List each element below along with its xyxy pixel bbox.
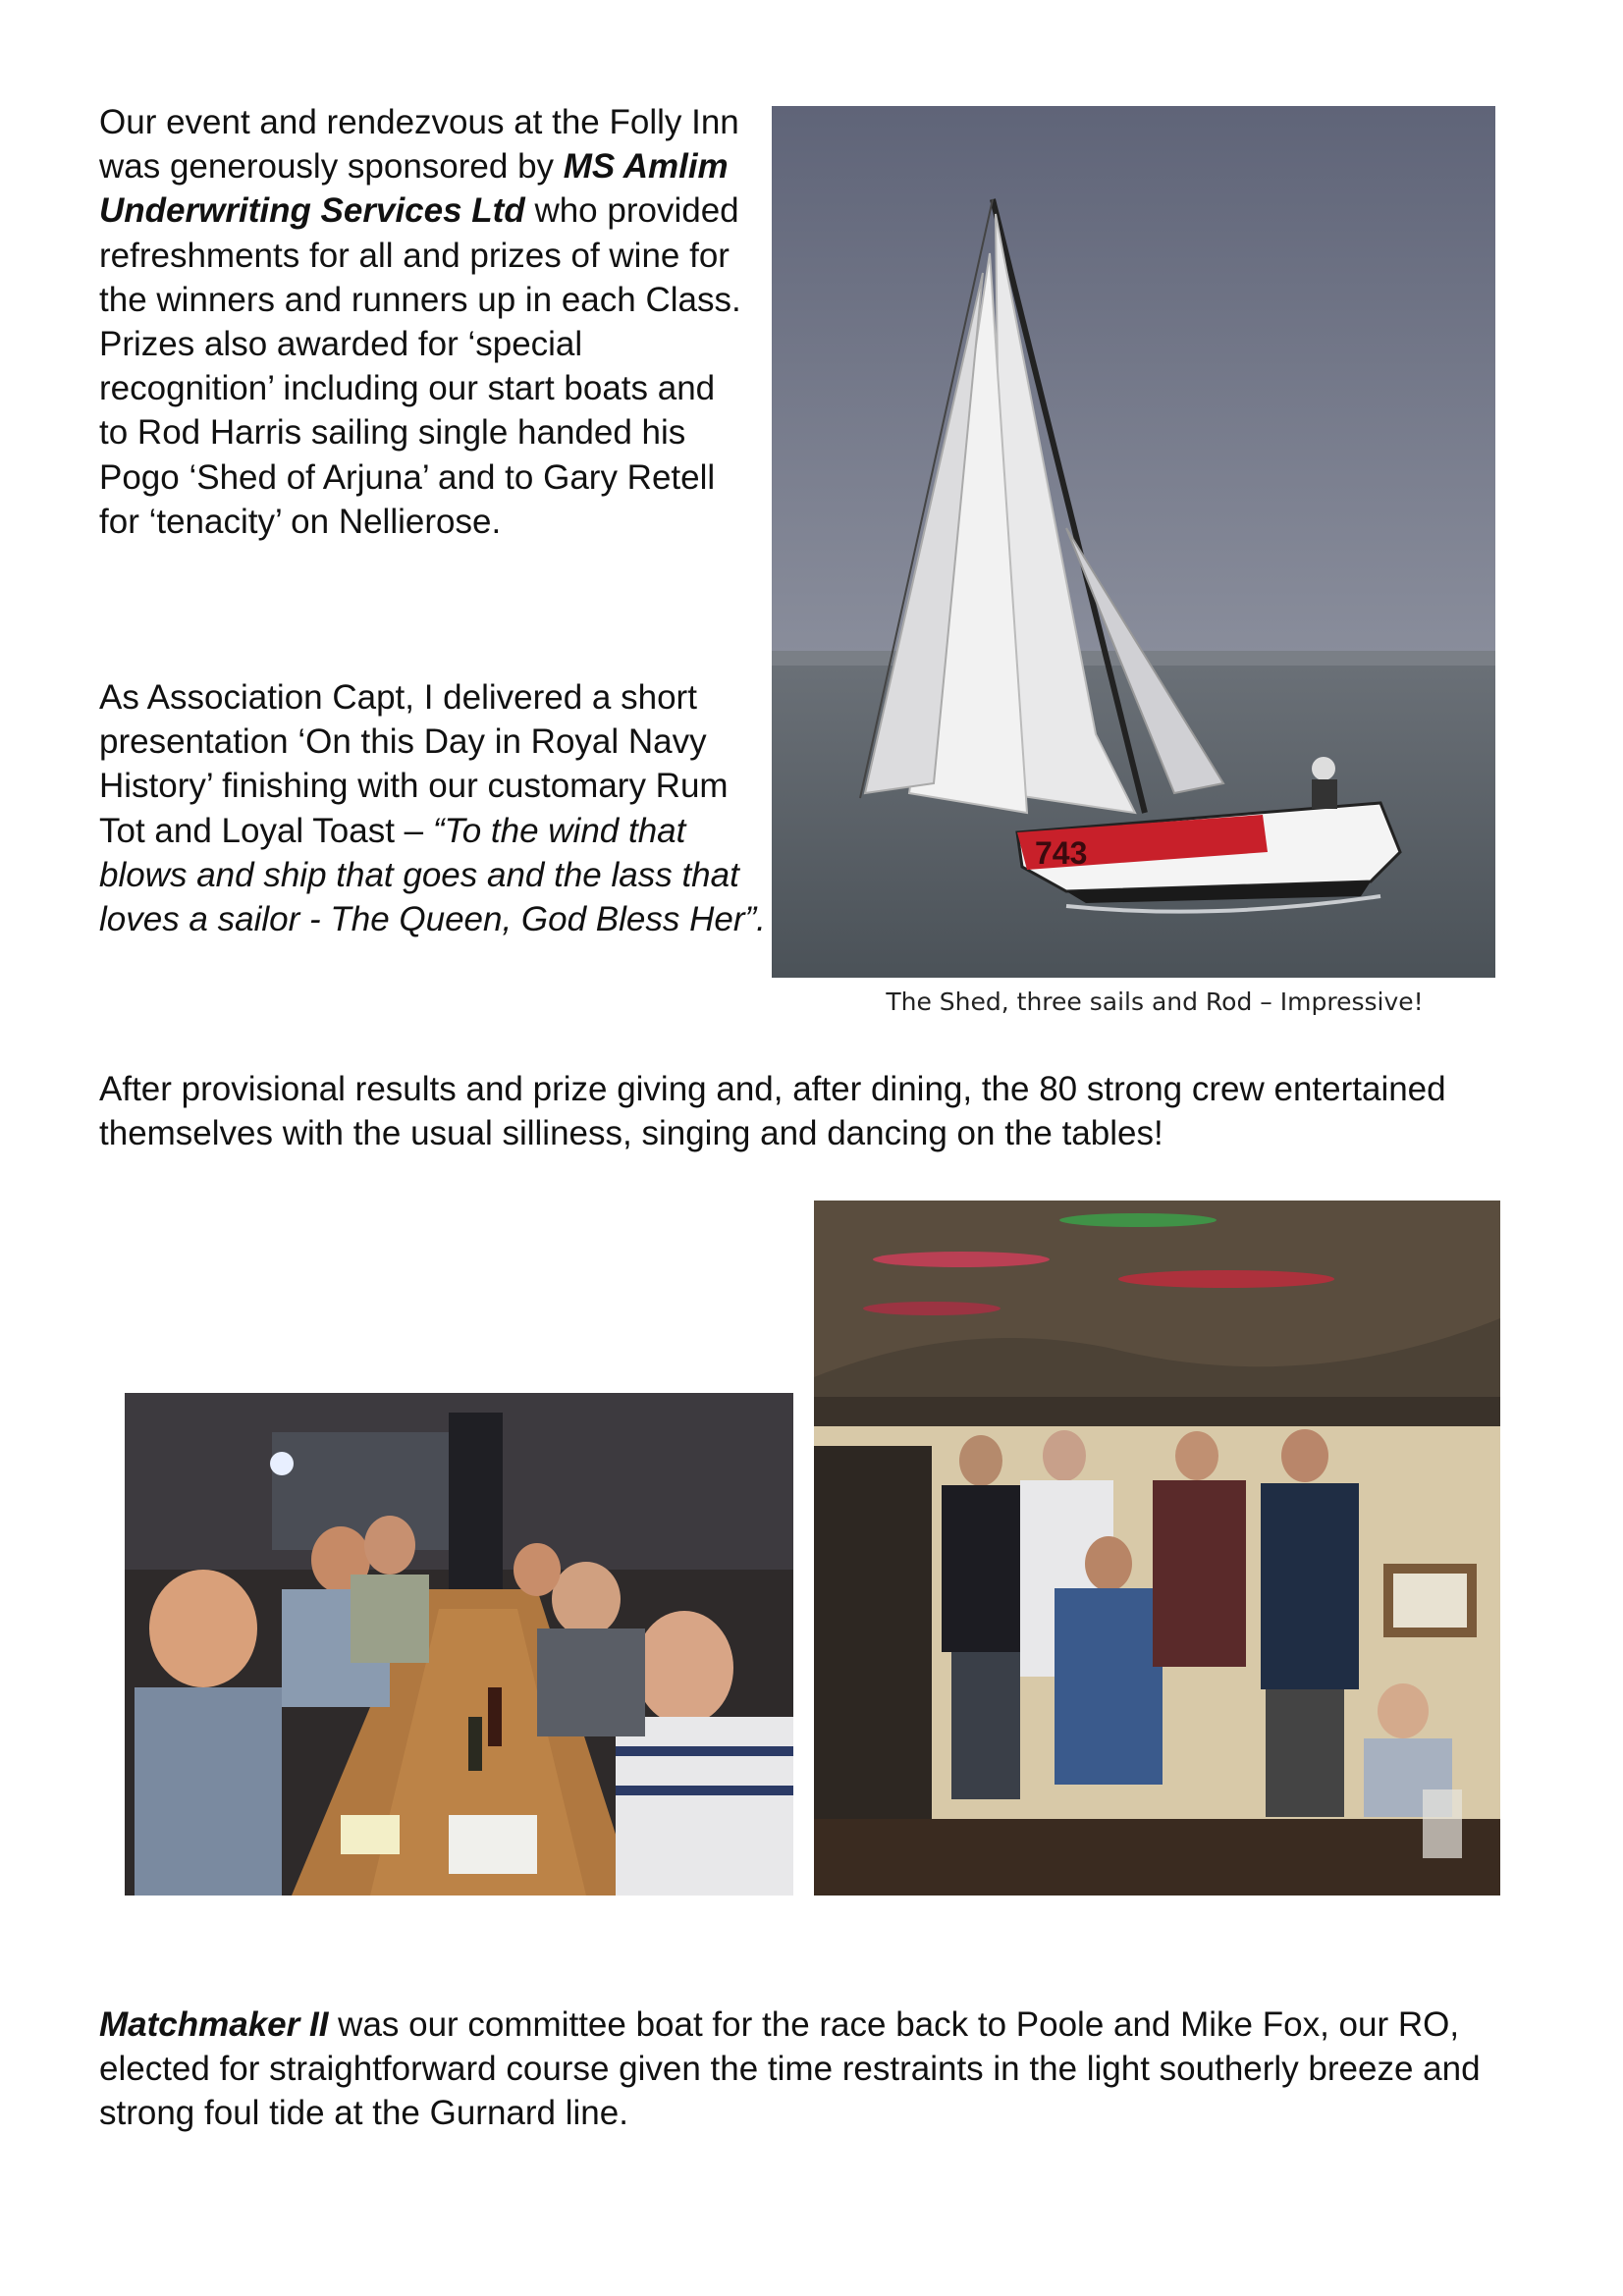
presentation-paragraph — [99, 675, 767, 941]
intro-text-start: Our event and rendezvous at the Folly Inn was generously sponsored by — [99, 103, 739, 187]
sail-number: 743 — [1035, 835, 1088, 871]
boat-photo-caption: The Shed, three sails and Rod – Impressive! — [886, 988, 1424, 1016]
loyal-toast-quote: “To the wind that blows and ship that goes and the lass that loves a sailor - The Queen, God Bless Her”. — [99, 811, 766, 939]
committee-boat-text: was our committee boat for the race back to Poole and Mike Fox, our RO, elected for straightforward course given the time restraints in the light southerly breeze and strong foul tide at the Gurnard line. — [99, 2005, 1481, 2133]
sponsor-name: MS Amlim Underwriting Services Ltd — [99, 147, 729, 231]
dancing-on-tables-photo — [814, 1201, 1500, 1896]
pub-table-group-photo — [125, 1393, 793, 1896]
intro-text-end: who provided refreshments for all and prizes of wine for the winners and runners up in each Class. Prizes also awarded for ‘special recognition’ including our start boats and to Rod Harris sailing single handed his Pogo ‘Shed of Arjuna’ and to Gary Retell for ‘tenacity’ on Nellierose. — [99, 191, 741, 541]
sailing-boat-photo — [772, 106, 1495, 978]
dinner-paragraph: After provisional results and prize giving and, after dining, the 80 strong crew entertained themselves with the usual silliness, singing and dancing on the tables! — [99, 1070, 1446, 1153]
committee-boat-name: Matchmaker II — [99, 2005, 329, 2044]
committee-boat-paragraph — [99, 2002, 1552, 2136]
presentation-text: As Association Capt, I delivered a short presentation ‘On this Day in Royal Navy History’ finishing with our customary Rum Tot and Loyal Toast – — [99, 678, 729, 850]
intro-paragraph — [99, 100, 747, 544]
